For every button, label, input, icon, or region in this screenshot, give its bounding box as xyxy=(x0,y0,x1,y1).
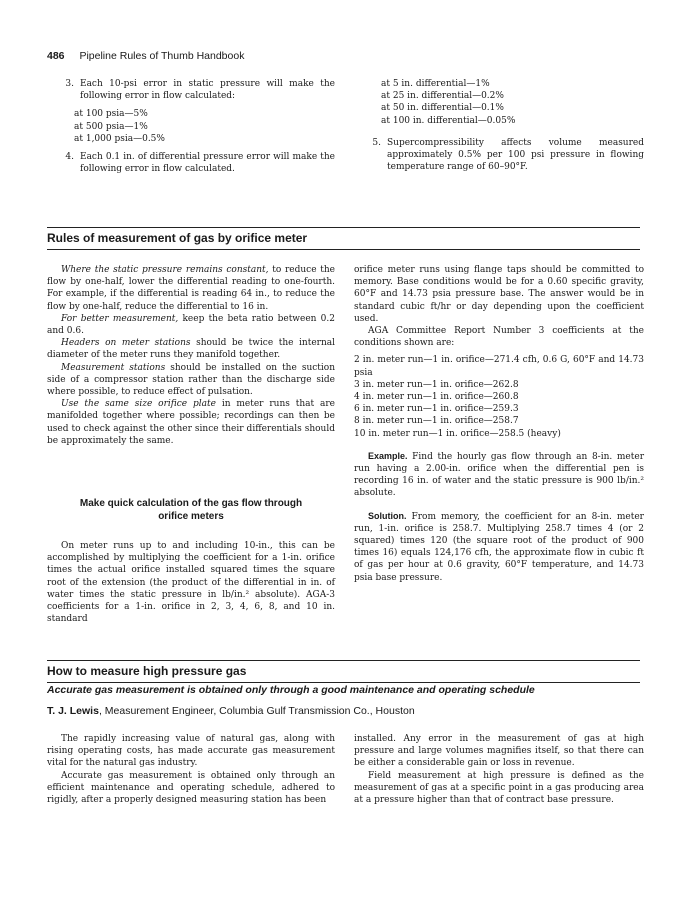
list-sub: at 50 in. differential—0.1% xyxy=(381,103,504,114)
solution-text: From memory, the coefficient for an 8-in. meter run, 1-in. orifice is 258.7. Multiplying 258.7 times 4 (or 2 squared) times 120 (the square root of the product of 900 times 16) equals 124,176 cfh, the approximate flow in cubic ft of gas per hour at 0.6 gravity, 60°F temperature, and 14.73 psia base pressure. xyxy=(354,511,644,583)
page-number: 486 xyxy=(47,50,65,62)
author-line xyxy=(47,705,647,717)
paragraph xyxy=(47,313,335,337)
list-sub: at 100 in. differential—0.05% xyxy=(381,115,516,126)
section1-right-column xyxy=(354,264,644,584)
paragraph: The rapidly increasing value of natural gas, along with rising operating costs, has made accurate gas measurement vital for the natural gas industry. xyxy=(47,734,335,769)
section-subtitle: Accurate gas measurement is obtained only through a good maintenance and operating schedule xyxy=(47,684,535,696)
list-number: 4. xyxy=(65,152,74,163)
section2-right-column xyxy=(354,733,644,806)
top-left-list xyxy=(47,78,335,175)
list-sub: at 5 in. differential—1% xyxy=(381,79,490,89)
section2-left-column xyxy=(47,733,335,806)
author-affiliation: , Measurement Engineer, Columbia Gulf Transmission Co., Houston xyxy=(98,705,415,717)
paragraph-lead: For better measurement, xyxy=(61,313,179,324)
list-text: Each 0.1 in. of differential pressure error will make the following error in flow calculated. xyxy=(80,152,335,175)
section-heading-orifice: Rules of measurement of gas by orifice meter xyxy=(47,227,640,250)
paragraph-lead: Headers on meter stations xyxy=(61,338,191,349)
coefficient-line: 6 in. meter run—1 in. orifice—259.3 xyxy=(354,404,519,415)
paragraph-lead: Measurement stations xyxy=(61,362,166,373)
author-name: T. J. Lewis xyxy=(47,705,99,717)
section-heading-high-pressure: How to measure high pressure gas xyxy=(47,660,640,683)
page-header xyxy=(47,50,244,62)
coefficient-line: 10 in. meter run—1 in. orifice—258.5 (heavy) xyxy=(354,428,561,439)
list-item xyxy=(354,137,644,174)
list-number: 3. xyxy=(65,79,74,89)
paragraph xyxy=(47,337,335,361)
section1-left-column xyxy=(47,264,335,447)
subheading-line: Make quick calculation of the gas flow through xyxy=(79,498,303,509)
paragraph xyxy=(47,362,335,399)
example-label: Example. xyxy=(368,450,408,461)
paragraph-text: should be installed on the suction side of a compressor station rather than the discharge side where possible, to reduce effect of pulsation. xyxy=(47,362,336,398)
coefficient-line: 3 in. meter run—1 in. orifice—262.8 xyxy=(354,379,519,390)
paragraph-text: should be twice the internal diameter of the meter runs they manifold together. xyxy=(47,338,335,361)
paragraph: AGA Committee Report Number 3 coefficients at the conditions shown are: xyxy=(354,326,644,349)
list-sub: at 100 psia—5% xyxy=(74,109,148,120)
paragraph-lead: Use the same size orifice plate xyxy=(61,399,216,410)
coefficient-line: 2 in. meter run—1 in. orifice—271.4 cfh, 0.6 G, 60°F and 14.73 psia xyxy=(354,355,644,378)
list-item xyxy=(47,151,335,175)
list-text: Each 10-psi error in static pressure will make the following error in flow calculated: xyxy=(80,79,335,102)
subheading-quick-calculation xyxy=(47,497,335,523)
example-text: Find the hourly gas flow through an 8-in. meter run having a 2.00-in. orifice when the differential pen is recording 16 in. of water and the static pressure is 900 lb/in.² absolute. xyxy=(354,451,644,499)
example-paragraph xyxy=(354,450,644,500)
paragraph: Field measurement at high pressure is defined as the measurement of gas at a specific point in a gas producing area at a pressure higher than that of contract base pressure. xyxy=(354,770,644,806)
solution-label: Solution. xyxy=(368,510,407,521)
book-title: Pipeline Rules of Thumb Handbook xyxy=(79,50,245,62)
solution-paragraph xyxy=(354,510,644,584)
paragraph-text: to reduce the flow by one-half, lower the differential reading to one-fourth. For example, if the differential is reading 64 in., to reduce the flow by one-half, reduce the differential to 16 in. xyxy=(47,265,335,312)
coefficient-line: 8 in. meter run—1 in. orifice—258.7 xyxy=(354,416,519,427)
list-text: Supercompressibility affects volume measured approximately 0.5% per 100 psi pressure in flowing temperature range of 60–90°F. xyxy=(387,137,644,173)
coefficient-line: 4 in. meter run—1 in. orifice—260.8 xyxy=(354,392,519,403)
paragraph-lead: Where the static pressure remains constant, xyxy=(61,265,269,275)
paragraph xyxy=(47,264,335,313)
top-right-list xyxy=(354,78,644,173)
paragraph xyxy=(47,398,335,447)
paragraph: installed. Any error in the measurement of gas at high pressure and large volumes magnifies itself, so that there can be either a considerable gain or loss in revenue. xyxy=(354,734,644,769)
paragraph: orifice meter runs using flange taps should be committed to memory. Base conditions would be for a 0.60 specific gravity, 60°F and 14.73 psia pressure base. The answer would be in standard cubic ft/hr or day depending upon the coefficient used. xyxy=(354,265,644,324)
list-sub: at 1,000 psia—0.5% xyxy=(74,133,165,144)
list-item xyxy=(47,78,335,102)
paragraph: Accurate gas measurement is obtained only through an efficient maintenance and operating schedule, adhered to rigidly, after a properly designed measuring station has been xyxy=(47,770,335,806)
list-number: 5. xyxy=(372,137,381,148)
paragraph: On meter runs up to and including 10-in., this can be accomplished by multiplying the coefficient for a 1-in. orifice times the actual orifice installed squared times the square root of the extension (the product of the differential in in. of water times the static pressure in lb/in.² absolute). AGA-3 coefficients for a 1-in. orifice in 2, 3, 4, 6, 8, and 10 in. standard xyxy=(47,541,335,625)
list-sub: at 25 in. differential—0.2% xyxy=(381,91,504,102)
paragraph-text: in meter runs that are manifolded together where possible; recordings can then be used to check against the other since their differentials should be approximately the same. xyxy=(47,399,335,446)
paragraph-text: keep the beta ratio between 0.2 and 0.6. xyxy=(47,313,335,337)
section1-left-bottom xyxy=(47,540,335,625)
list-sub: at 500 psia—1% xyxy=(74,121,148,132)
subheading-line: orifice meters xyxy=(158,511,224,522)
